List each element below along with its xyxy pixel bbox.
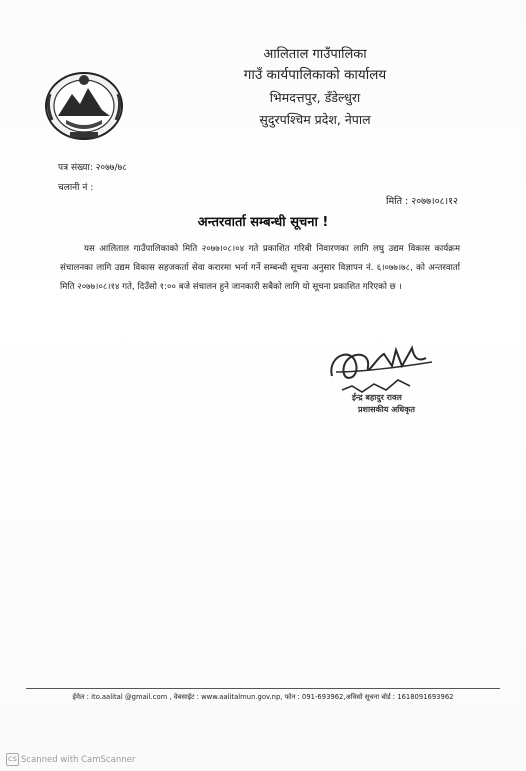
footer-divider (26, 688, 500, 689)
camscanner-watermark (6, 753, 135, 766)
dispatch-number: चलानी नं : (58, 183, 94, 193)
signatory-post: प्रशासकीय अधिकृत (358, 405, 415, 414)
office-address: भिमदत्तपुर, डँडेल्धुरा (269, 90, 361, 105)
letter-date: मिति : २०७७।०८।१२ (386, 196, 458, 207)
reference-number: पत्र संख्या: २०७७/७८ (58, 163, 127, 173)
signatory-name: ईन्द्र बहादुर रावल (352, 393, 402, 402)
notice-body: यस आलिताल गाउँपालिकाको मिति २०७७।०८।०४ गते प्रकाशित गरिबी निवारणका लागि लघु उद्यम विकास कार्यक्रम संचालनका लागि उद्यम विकास सहजकर्ता सेवा करारमा भर्ना गर्ने सम्बन्धी सूचना अनुसार विज्ञापन नं. ६।०७७।७८, को अन्तरवार्ता मिति २०७७।०८।१४ गते, दिउँसो १:०० बजे संचालन हुने जानकारी सबैको लागि यो सूचना प्रकाशित गरिएको छ । (60, 244, 460, 292)
municipality-name: आलिताल गाउँपालिका (263, 47, 367, 62)
contact-footer: ईमेल : ito.aalital @gmail.com , वेबसाईट : www.aalitalmun.gov.np, फोन : 091-693962,अविसो सूचना बोर्ड : 1618091693962 (72, 693, 454, 701)
camscanner-badge-icon: CS (6, 753, 19, 766)
notice-title: अन्तरवार्ता सम्बन्धी सूचना ! (197, 215, 329, 230)
province-country: सुदुरपश्चिम प्रदेश, नेपाल (259, 112, 371, 127)
office-name: गाउँ कार्यपालिकाको कार्यालय (243, 67, 387, 83)
nepal-emblem-icon (42, 66, 126, 142)
camscanner-text: Scanned with CamScanner (21, 755, 136, 765)
